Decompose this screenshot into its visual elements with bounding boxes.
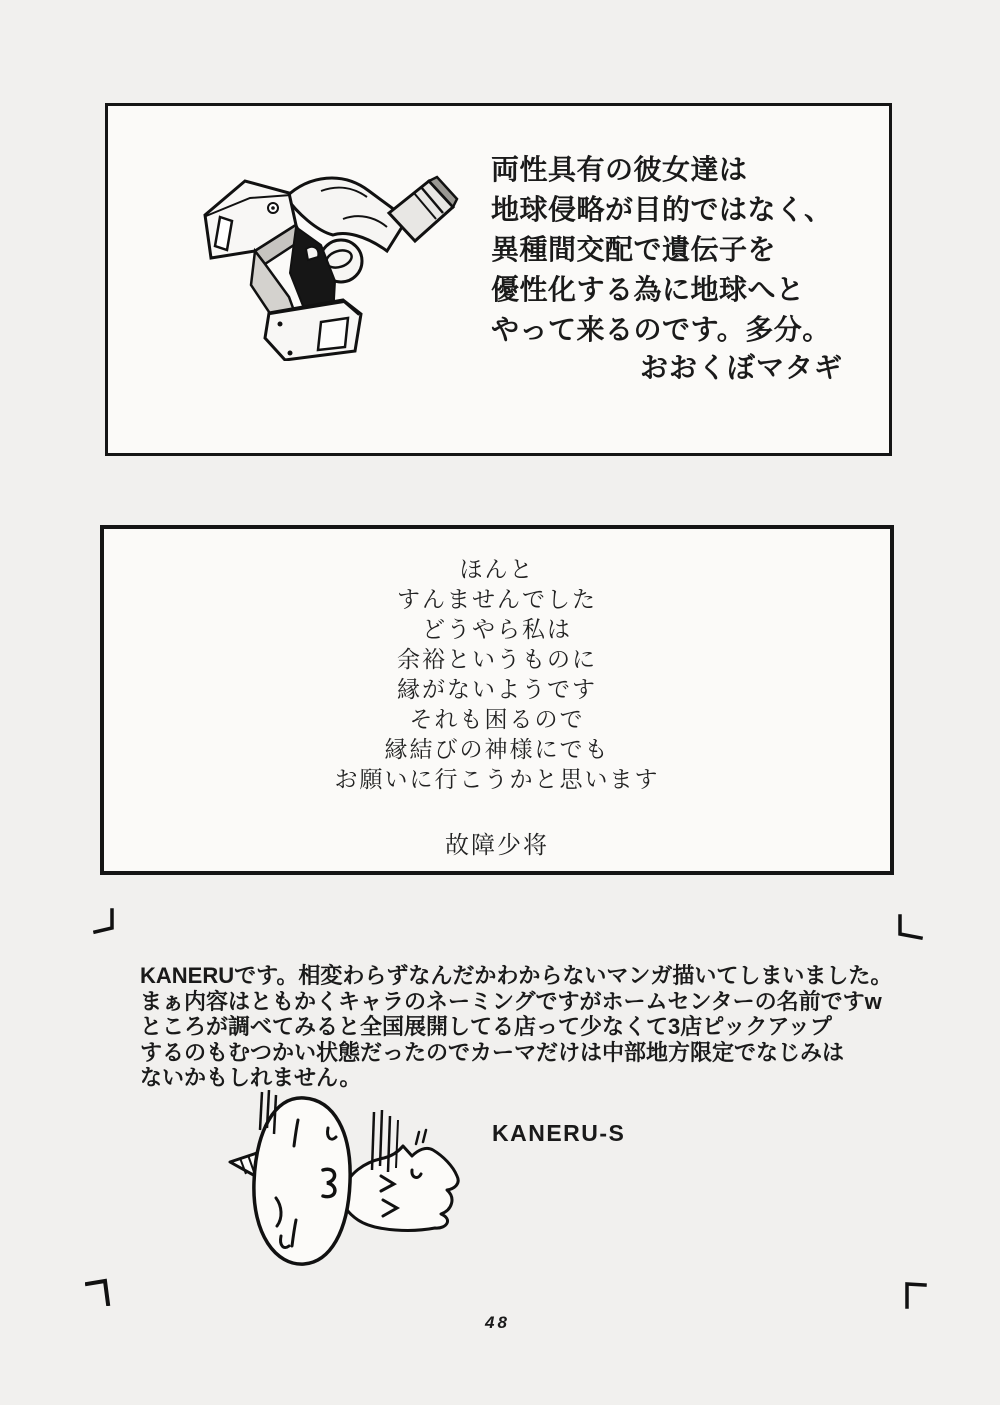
- text-line: するのもむつかい状態だったのでカーマだけは中部地方限定でなじみは: [140, 1039, 845, 1065]
- text-line: どうやら私は: [422, 617, 572, 643]
- text-line: 縁がないようです: [397, 677, 597, 703]
- page-number: 48: [485, 1313, 510, 1332]
- text-line: 縁結びの神様にでも: [384, 737, 610, 763]
- chibi-creature-doodle-illustration: [226, 1090, 471, 1275]
- text-line: ないかもしれません。: [140, 1065, 362, 1090]
- alien-comment-text: [491, 150, 832, 350]
- text-line: 地球侵略が目的ではなく、: [491, 194, 833, 225]
- text-line: お願いに行こうかと思います: [334, 767, 660, 793]
- apology-panel: [100, 525, 894, 875]
- text-line: すんませんでした: [397, 587, 597, 613]
- text-line: やって来るのです。多分。: [491, 314, 831, 345]
- afterword-paragraph: [140, 963, 892, 1091]
- text-line: それも困るので: [409, 707, 585, 733]
- artist-signature-ookubo: おおくぼマタギ: [639, 352, 843, 383]
- artist-credit-kaneru-s: KANERU-S: [492, 1120, 626, 1146]
- text-line: ほんと: [459, 557, 535, 583]
- text-line: 両性具有の彼女達は: [491, 154, 748, 185]
- trim-mark-bottom-left: [85, 1278, 113, 1306]
- text-line: 余裕というものに: [397, 647, 597, 673]
- trim-mark-top-left: [93, 908, 119, 936]
- apology-text: [104, 555, 890, 795]
- text-line: 異種間交配で遺伝子を: [491, 234, 777, 265]
- trim-mark-top-right: [896, 914, 924, 942]
- text-line: KANERUです。相変わらずなんだかわからないマンガ描いてしまいました。: [140, 963, 893, 988]
- artist-signature-koshou: 故障少将: [445, 831, 549, 859]
- cordless-drill-illustration: [193, 161, 463, 361]
- alien-comment-panel: [105, 103, 892, 456]
- text-line: ところが調べてみると全国展開してる店って少なくて3店ピックアップ: [140, 1014, 832, 1039]
- trim-mark-bottom-right: [903, 1280, 929, 1310]
- text-line: まぁ内容はともかくキャラのネーミングですがホームセンターの名前ですw: [140, 988, 882, 1014]
- text-line: 優性化する為に地球へと: [491, 274, 805, 305]
